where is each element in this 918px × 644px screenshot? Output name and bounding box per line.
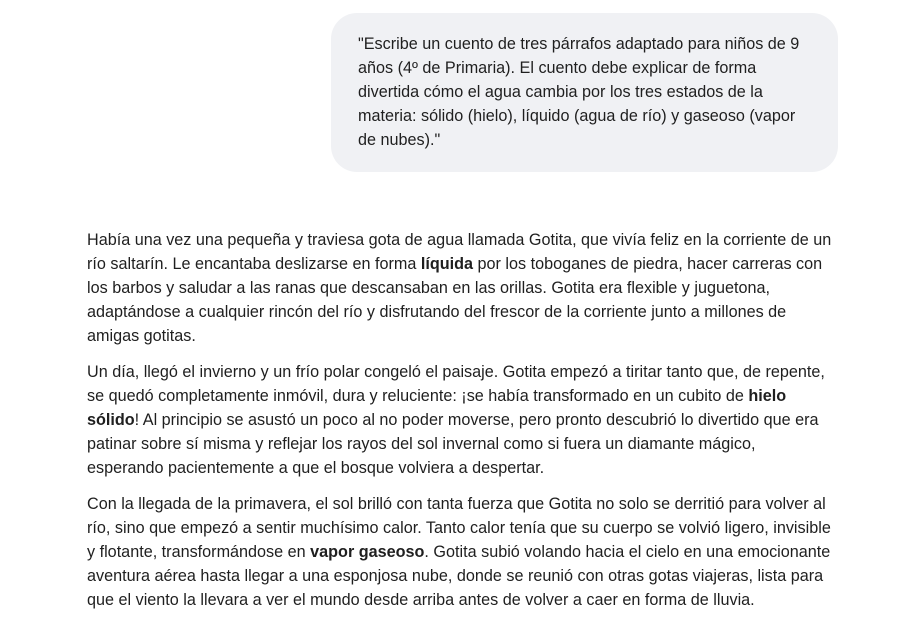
- response-paragraph-2: [87, 360, 833, 480]
- response-paragraph-3: [87, 492, 833, 612]
- paragraph-text: Con la llegada de la primavera, el sol brilló con tanta fuerza que Gotita no solo se derritió para volver al río, sino que empezó a sentir muchísimo calor. Tanto calor tenía que su cuerpo se volvió ligero, invisible y flotante, transformándose en: [87, 495, 831, 561]
- response-paragraph-1: [87, 228, 833, 348]
- user-message-bubble: [331, 13, 838, 172]
- paragraph-text: por los toboganes de piedra, hacer carreras con los barbos y saludar a las ranas que descansaban en las orillas. Gotita era flexible y juguetona, adaptándose a cualquier rincón del río y disfrutando del frescor de la corriente junto a millones de amigas gotitas.: [87, 255, 823, 345]
- paragraph-text: Había una vez una pequeña y traviesa gota de agua llamada Gotita, que vivía feliz en la corriente de un río saltarín. Le encantaba deslizarse en forma: [87, 231, 832, 273]
- bold-term-gas: vapor gaseoso: [310, 543, 425, 561]
- paragraph-text: . Gotita subió volando hacia el cielo en una emocionante aventura aérea hasta llegar a una esponjosa nube, donde se reunió con otras gotas viajeras, lista para que el viento la llevara a ver el mundo desde arriba antes de volver a caer en forma de lluvia.: [87, 543, 831, 609]
- bold-term-liquid: líquida: [420, 255, 473, 273]
- user-message-text: "Escribe un cuento de tres párrafos adaptado para niños de 9 años (4º de Primaria). El cuento debe explicar de forma divertida cómo el agua cambia por los tres estados de la materia: sólido (hielo), líquido (agua de río) y gaseoso (vapor de nubes).": [358, 35, 800, 149]
- bold-term-solid: hielo sólido: [87, 387, 787, 429]
- paragraph-text: Un día, llegó el invierno y un frío polar congeló el paisaje. Gotita empezó a tiritar tanto que, de repente, se quedó completamente inmóvil, dura y reluciente: ¡se había transformado en un cubito de: [87, 363, 825, 405]
- assistant-response: [87, 228, 833, 624]
- paragraph-text: ! Al principio se asustó un poco al no poder moverse, pero pronto descubrió lo divertido que era patinar sobre sí misma y reflejar los rayos del sol invernal como si fuera un diamante mágico, esperando pacientemente a que el bosque volviera a despertar.: [87, 411, 819, 477]
